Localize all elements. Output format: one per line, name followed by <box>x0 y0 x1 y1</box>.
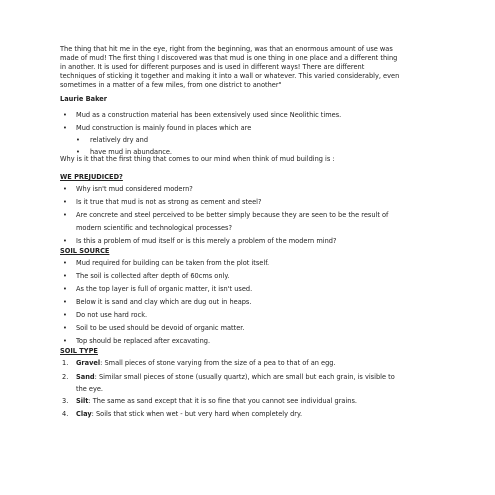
bullet-icon <box>63 285 67 294</box>
definition: : Soils that stick when wet - but very hard when completely dry. <box>91 410 303 418</box>
bullet-icon <box>63 324 67 333</box>
numbered-item <box>76 397 357 406</box>
term: Sand <box>76 373 95 381</box>
quote-author: Laurie Baker <box>60 95 108 103</box>
list-item: Do not use hard rock. <box>76 311 148 319</box>
list-number: 1. <box>62 359 69 367</box>
quote-line: sometimes in a matter of a few miles, from one district to another" <box>60 81 282 89</box>
bullet-icon <box>63 185 67 194</box>
quote-line: The thing that hit me in the eye, right from the beginning, was that an enormous amount of use was <box>60 45 393 53</box>
intro-question: Why is it that the first thing that comes to our mind when think of mud building is : <box>60 155 335 163</box>
bullet-icon <box>63 124 67 133</box>
numbered-item-continuation: the eye. <box>76 385 104 393</box>
list-number: 3. <box>62 397 69 405</box>
section-heading-soil-source: SOIL SOURCE <box>60 247 110 255</box>
bullet-icon <box>63 111 67 120</box>
bullet-icon <box>63 337 67 346</box>
quote-line: techniques of sticking it together and making it into a wall or whatever. This varied considerably, even <box>60 72 400 80</box>
quote-line: made of mud! The first thing I discovered was that mud is one thing in one place and a different thing <box>60 54 398 62</box>
list-item: Mud as a construction material has been extensively used since Neolithic times. <box>76 111 342 119</box>
definition: : Similar small pieces of stone (usually quartz), which are small but each grain, is visible to <box>94 373 395 381</box>
numbered-item <box>76 410 302 419</box>
list-subitem: have mud in abundance. <box>90 148 173 156</box>
list-item: Mud construction is mainly found in places which are <box>76 124 252 132</box>
term: Silt <box>76 397 89 405</box>
section-heading-soil-type: SOIL TYPE <box>60 347 98 355</box>
list-item: The soil is collected after depth of 60cms only. <box>76 272 230 280</box>
list-item: Soil to be used should be devoid of organic matter. <box>76 324 245 332</box>
list-item: Why isn't mud considered modern? <box>76 185 193 193</box>
numbered-item <box>76 373 395 382</box>
bullet-icon <box>63 311 67 320</box>
list-item: As the top layer is full of organic matter, it isn't used. <box>76 285 253 293</box>
bullet-icon <box>76 136 80 145</box>
bullet-icon <box>63 198 67 207</box>
term: Gravel <box>76 359 101 367</box>
definition: : Small pieces of stone varying from the size of a pea to that of an egg. <box>100 359 336 367</box>
term: Clay <box>76 410 92 418</box>
bullet-icon <box>63 272 67 281</box>
list-item: Top should be replaced after excavating. <box>76 337 211 345</box>
list-item: Below it is sand and clay which are dug out in heaps. <box>76 298 252 306</box>
quote-line: in another. It is used for different purposes and is used in different ways! There are different <box>60 63 365 71</box>
list-item: Mud required for building can be taken from the plot itself. <box>76 259 270 267</box>
bullet-icon <box>63 298 67 307</box>
bullet-icon <box>63 259 67 268</box>
numbered-item <box>76 359 336 368</box>
list-item: Are concrete and steel perceived to be better simply because they are seen to be the result of <box>76 211 389 219</box>
section-heading-prejudiced: WE PREJUDICED? <box>60 173 123 181</box>
quote-block <box>60 45 440 90</box>
definition: : The same as sand except that it is so fine that you cannot see individual grains. <box>88 397 358 405</box>
list-subitem: relatively dry and <box>90 136 149 144</box>
bullet-icon <box>63 237 67 246</box>
list-item: Is it true that mud is not as strong as cement and steel? <box>76 198 262 206</box>
bullet-icon <box>63 211 67 220</box>
list-item-continuation: modern scientific and technological processes? <box>76 224 232 232</box>
list-number: 4. <box>62 410 69 418</box>
list-number: 2. <box>62 373 69 381</box>
list-item: Is this a problem of mud itself or is this merely a problem of the modern mind? <box>76 237 337 245</box>
